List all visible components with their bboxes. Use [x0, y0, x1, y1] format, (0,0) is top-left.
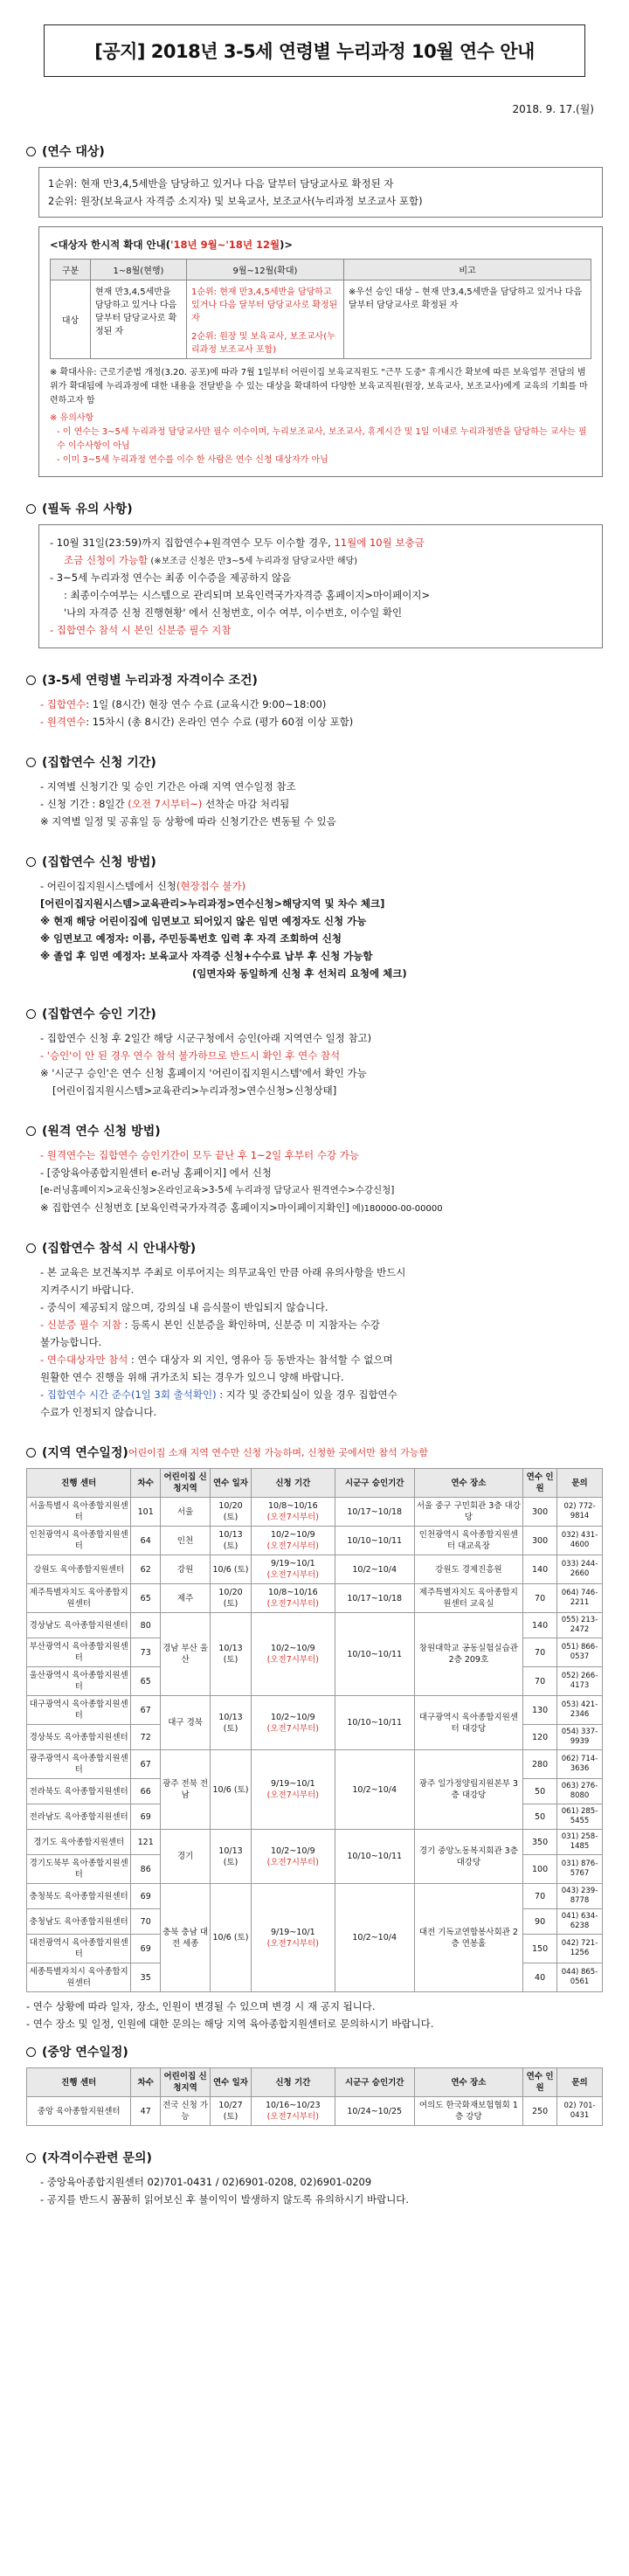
schedule-row	[27, 1750, 603, 1779]
section-notes	[26, 1239, 603, 1421]
must-read-1-red-cont: 조금 신청이 가능함	[64, 554, 149, 566]
contact-2: - 공지를 반드시 꼼꼼히 읽어보신 후 불이익이 발생하지 않도록 유의하시기 바랍니다.	[40, 2193, 410, 2206]
caution-title: ※ 유의사항	[50, 413, 94, 423]
central-approve: 10/24~10/25	[335, 2097, 414, 2126]
schedule-round: 35	[131, 1963, 161, 1992]
schedule-period-text: 10/2~10/9	[271, 1712, 315, 1722]
schedule-phone: 053) 421-2346	[557, 1696, 603, 1725]
schedule-period-text: 9/19~10/1	[271, 1779, 315, 1789]
notes-1b: 지켜주시기 바랍니다.	[40, 1284, 135, 1296]
online-4-example: 예)180000-00-00000	[349, 1204, 443, 1214]
schedule-row	[27, 1830, 603, 1855]
expansion-note: ※우선 승인 대상 – 현재 만3,4,5세반을 담당하고 있거나 다음 달부터 담당교사로 확정된 자	[344, 280, 591, 359]
schedule-people: 150	[523, 1935, 557, 1963]
schedule-round: 70	[131, 1909, 161, 1935]
schedule-people: 140	[523, 1555, 557, 1584]
central-people: 250	[523, 2097, 557, 2126]
schedule-center: 충청남도 육아종합지원센터	[27, 1909, 131, 1935]
approval-4: [어린이집지원시스템>교육관리>누리과정>연수신청>신청상태]	[52, 1084, 337, 1097]
target-priority-box	[38, 167, 603, 218]
schedule-people: 100	[523, 1855, 557, 1884]
schedule-table	[26, 1468, 603, 1992]
schedule-place: 인천광역시 육아종합지원센터 대교육장	[414, 1527, 523, 1555]
apply-period-2	[26, 795, 603, 813]
central-date: 10/27 (토)	[211, 2097, 252, 2126]
schedule-center: 전라북도 육아종합지원센터	[27, 1779, 131, 1804]
circle-bullet-icon	[26, 2153, 36, 2163]
schedule-header-cell: 문의	[557, 1469, 603, 1498]
schedule-round: 69	[131, 1804, 161, 1830]
central-table	[26, 2067, 603, 2126]
schedule-header-cell: 진행 센터	[27, 1469, 131, 1498]
schedule-round: 65	[131, 1584, 161, 1613]
schedule-phone: 055) 213-2472	[557, 1613, 603, 1638]
title-box	[44, 24, 585, 77]
schedule-period-red: (오전7시부터)	[266, 1790, 319, 1800]
schedule-approve: 10/10~10/11	[335, 1527, 414, 1555]
schedule-round: 62	[131, 1555, 161, 1584]
expansion-header-note: 비고	[344, 260, 591, 280]
schedule-center: 강원도 육아종합지원센터	[27, 1555, 131, 1584]
expansion-title-period: '18년 9월~'18년 12월	[170, 239, 280, 251]
schedule-header-row	[27, 1469, 603, 1498]
condition-offline	[26, 696, 603, 713]
schedule-phone: 052) 266-4173	[557, 1667, 603, 1696]
schedule-header-cell: 연수 일자	[211, 2068, 252, 2097]
schedule-round: 69	[131, 1935, 161, 1963]
expansion-header-current: 1~8월(현행)	[91, 260, 187, 280]
circle-bullet-icon	[26, 1009, 36, 1019]
section-heading: (집합연수 참석 시 안내사항)	[42, 1242, 197, 1256]
approval-1: - 집합연수 신청 후 2일간 해당 시군구청에서 승인(아래 지역연수 일정 참고)	[40, 1032, 372, 1044]
schedule-people: 140	[523, 1613, 557, 1638]
apply-period-2-text: - 신청 기간 : 8일간	[40, 798, 128, 810]
central-center: 중앙 육아종합지원센터	[27, 2097, 131, 2126]
schedule-date: 10/13 (토)	[211, 1696, 252, 1750]
schedule-place: 광주 일가정양립지원본부 3층 대강당	[414, 1750, 523, 1830]
schedule-round: 64	[131, 1527, 161, 1555]
schedule-center: 울산광역시 육아종합지원센터	[27, 1667, 131, 1696]
schedule-period	[251, 1884, 335, 1992]
schedule-period-red: (오전7시부터)	[266, 1723, 319, 1734]
apply-method-1-red: (현장접수 불가)	[176, 880, 246, 892]
schedule-region: 광주 전북 전남	[161, 1750, 211, 1830]
schedule-phone: 031) 876-5767	[557, 1855, 603, 1884]
notes-4-red: - 연수대상자만 참석	[40, 1354, 128, 1366]
schedule-period	[251, 1527, 335, 1555]
schedule-header-cell: 시군구 승인기간	[335, 1469, 414, 1498]
section-apply-method	[26, 853, 603, 982]
schedule-center: 인천광역시 육아종합지원센터	[27, 1527, 131, 1555]
schedule-people: 40	[523, 1963, 557, 1992]
schedule-round: 66	[131, 1779, 161, 1804]
schedule-header-cell: 시군구 승인기간	[335, 2068, 414, 2097]
circle-bullet-icon	[26, 2047, 36, 2057]
section-heading: (3-5세 연령별 누리과정 자격이수 조건)	[42, 674, 258, 688]
section-heading: (집합연수 신청 방법)	[42, 855, 156, 869]
apply-period-3: ※ 지역별 일정 및 공휴일 등 상황에 따라 신청기간은 변동될 수 있음	[40, 815, 336, 828]
schedule-phone: 061) 285-5455	[557, 1804, 603, 1830]
schedule-date: 10/13 (토)	[211, 1613, 252, 1696]
schedule-people: 50	[523, 1779, 557, 1804]
schedule-period-red: (오전7시부터)	[266, 1513, 319, 1522]
schedule-people: 120	[523, 1725, 557, 1750]
must-read-3: : 최종이수여부는 시스템으로 관리되며 보육인력국가자격증 홈페이지>마이페이지>	[64, 589, 431, 601]
schedule-place: 제주특별자치도 육아종합지원센터 교육실	[414, 1584, 523, 1613]
schedule-header-cell: 연수 장소	[414, 1469, 523, 1498]
schedule-people: 50	[523, 1804, 557, 1830]
schedule-header-cell: 연수 장소	[414, 2068, 523, 2097]
schedule-center: 경기도 육아종합지원센터	[27, 1830, 131, 1855]
schedule-people: 70	[523, 1667, 557, 1696]
schedule-round: 101	[131, 1498, 161, 1527]
expansion-title	[50, 236, 591, 253]
apply-period-2-tail: 선착순 마감 처리됨	[202, 798, 290, 810]
online-4	[26, 1199, 603, 1216]
must-read-1-red: 11월에 10월 보충금	[334, 537, 425, 549]
schedule-people: 280	[523, 1750, 557, 1779]
schedule-date: 10/6 (토)	[211, 1884, 252, 1992]
schedule-row	[27, 1527, 603, 1555]
schedule-approve: 10/2~10/4	[335, 1750, 414, 1830]
schedule-region: 충북 충남 대전 세종	[161, 1884, 211, 1992]
apply-method-note-3: ※ 졸업 후 임면 예정자: 보육교사 자격증 신청+수수료 납부 후 신청 가능함	[40, 950, 373, 962]
must-read-1	[50, 534, 591, 551]
schedule-period	[251, 1830, 335, 1884]
schedule-people: 70	[523, 1884, 557, 1909]
schedule-center: 부산광역시 육아종합지원센터	[27, 1638, 131, 1667]
schedule-region: 강원	[161, 1555, 211, 1584]
priority-2: 2순위: 원장(보육교사 자격증 소지자) 및 보육교사, 보조교사(누리과정 보조교사 포함)	[48, 195, 423, 207]
apply-method-note-2: ※ 임면보고 예정자: 이름, 주민등록번호 입력 후 자격 조회하여 신청	[40, 932, 342, 945]
schedule-date: 10/6 (토)	[211, 1750, 252, 1830]
central-round: 47	[131, 2097, 161, 2126]
circle-bullet-icon	[26, 675, 36, 685]
schedule-place: 서울 중구 구민회관 3층 대강당	[414, 1498, 523, 1527]
central-period	[251, 2097, 335, 2126]
schedule-date: 10/6 (토)	[211, 1555, 252, 1584]
schedule-round: 65	[131, 1667, 161, 1696]
condition-offline-label: - 집합연수	[40, 698, 86, 710]
section-approval	[26, 1005, 603, 1099]
section-online	[26, 1122, 603, 1216]
schedule-phone: 042) 721-1256	[557, 1935, 603, 1963]
schedule-center: 서울특별시 육아종합지원센터	[27, 1498, 131, 1527]
schedule-center: 경상남도 육아종합지원센터	[27, 1613, 131, 1638]
schedule-place: 대전 기독교연합봉사회관 2층 연봉홀	[414, 1884, 523, 1992]
schedule-date: 10/13 (토)	[211, 1830, 252, 1884]
schedule-region: 경기	[161, 1830, 211, 1884]
schedule-row	[27, 1555, 603, 1584]
schedule-period	[251, 1498, 335, 1527]
circle-bullet-icon	[26, 504, 36, 514]
central-period-red: (오전7시부터)	[266, 2112, 319, 2122]
circle-bullet-icon	[26, 1126, 36, 1136]
apply-method-note-4: (임면자와 동일하게 신청 후 선처리 요청에 체크)	[192, 967, 407, 980]
online-1: - 원격연수는 집합연수 승인기간이 모두 끝난 후 1~2일 후부터 수강 가능	[40, 1149, 359, 1161]
schedule-row	[27, 1584, 603, 1613]
section-heading: (자격이수관련 문의)	[42, 2151, 152, 2165]
apply-method-path: [어린이집지원시스템>교육관리>누리과정>연수신청>해당지역 및 차수 체크]	[40, 897, 385, 910]
schedule-date: 10/20 (토)	[211, 1584, 252, 1613]
schedule-period-text: 10/2~10/9	[271, 1530, 315, 1540]
online-2: - [중앙육아종합지원센터 e-러닝 홈페이지] 에서 신청	[40, 1167, 272, 1179]
schedule-period	[251, 1613, 335, 1696]
schedule-region: 인천	[161, 1527, 211, 1555]
apply-period-2-red: (오전 7시부터~)	[128, 798, 203, 810]
schedule-period	[251, 1584, 335, 1613]
section-heading: (집합연수 신청 기간)	[42, 756, 156, 770]
must-read-4: '나의 자격증 신청 진행현황' 에서 신청번호, 이수 여부, 이수번호, 이수일 확인	[64, 606, 403, 619]
schedule-center: 대전광역시 육아종합지원센터	[27, 1935, 131, 1963]
expansion-header-type: 구분	[51, 260, 91, 280]
schedule-region: 경남 부산 울산	[161, 1613, 211, 1696]
schedule-people: 350	[523, 1830, 557, 1855]
section-heading: (집합연수 승인 기간)	[42, 1008, 156, 1021]
schedule-phone: 051) 866-0537	[557, 1638, 603, 1667]
expansion-reason: ※ 확대사유: 근로기준법 개정(3.20. 공포)에 따라 7월 1일부터 어린이집 보육교직원도 "근무 도중" 휴게시간 확보에 따른 보육업무 전담의 범위가 확대됨에 누리과정에 대한 내용을 전달받을 수 있는 대상을 확대하여 다양한 보육교직원(원장, 보육교사, 보조교사)에게 교육의 기회를 마련하고자 함	[50, 368, 588, 405]
approval-2: - '승인'이 안 된 경우 연수 참석 불가하므로 반드시 확인 후 연수 참석	[40, 1049, 341, 1062]
schedule-period-text: 10/8~10/16	[267, 1588, 318, 1597]
must-read-1-text: - 10월 31일(23:59)까지 집합연수+원격연수 모두 이수할 경우,	[50, 537, 335, 549]
notes-1: - 본 교육은 보건복지부 주최로 이루어지는 의무교육인 만큼 아래 유의사항을 반드시	[40, 1266, 406, 1278]
notes-5	[26, 1386, 603, 1403]
schedule-period-text: 9/19~10/1	[271, 1559, 315, 1568]
schedule-footnote-1: - 연수 상황에 따라 일자, 장소, 인원이 변경될 수 있으며 변경 시 재 공지 됩니다.	[26, 2000, 376, 2012]
schedule-approve: 10/10~10/11	[335, 1613, 414, 1696]
schedule-region: 제주	[161, 1584, 211, 1613]
schedule-header-cell: 신청 기간	[251, 2068, 335, 2097]
expansion-title-suffix: )>	[280, 239, 294, 251]
online-3: [e-러닝홈페이지>교육신청>온라인교육>3-5세 누리과정 담당교사 원격연수>수강신청]	[40, 1185, 395, 1195]
schedule-period-red: (오전7시부터)	[266, 1570, 319, 1580]
schedule-round: 69	[131, 1884, 161, 1909]
schedule-row	[27, 1884, 603, 1909]
schedule-header-cell: 차수	[131, 2068, 161, 2097]
schedule-phone: 064) 746-2211	[557, 1584, 603, 1613]
schedule-phone: 041) 634-6238	[557, 1909, 603, 1935]
schedule-header-cell: 연수 일자	[211, 1469, 252, 1498]
schedule-header-cell: 문의	[557, 2068, 603, 2097]
page-title: [공지] 2018년 3-5세 연령별 누리과정 10월 연수 안내	[94, 41, 535, 62]
schedule-approve: 10/2~10/4	[335, 1555, 414, 1584]
must-read-1b	[50, 551, 591, 569]
contact-1: - 중앙육아종합지원센터 02)701-0431 / 02)6901-0208, 02)6901-0209	[40, 2176, 372, 2188]
schedule-center: 대구광역시 육아종합지원센터	[27, 1696, 131, 1725]
notes-4	[26, 1351, 603, 1368]
section-central	[26, 2043, 603, 2126]
notes-4c: 원활한 연수 진행을 위해 귀가조치 되는 경우가 있으니 양해 바랍니다.	[40, 1371, 344, 1383]
notes-5-text: : 지각 및 중간퇴실이 있을 경우 집합연수	[216, 1388, 397, 1401]
schedule-date: 10/13 (토)	[211, 1527, 252, 1555]
schedule-header-cell: 차수	[131, 1469, 161, 1498]
section-must-read	[26, 500, 603, 648]
must-read-2: - 3~5세 누리과정 연수는 최종 이수증을 제공하지 않음	[50, 571, 292, 584]
schedule-header-cell: 어린이집 신청지역	[161, 2068, 211, 2097]
schedule-row	[27, 1696, 603, 1725]
schedule-people: 70	[523, 1638, 557, 1667]
central-region: 전국 신청 가능	[161, 2097, 211, 2126]
central-header-row	[27, 2068, 603, 2097]
notes-3c: 불가능합니다.	[40, 1336, 102, 1348]
schedule-period-text: 10/2~10/9	[271, 1644, 315, 1653]
schedule-center: 경기도북부 육아종합지원센터	[27, 1855, 131, 1884]
schedule-header-cell: 연수 인원	[523, 1469, 557, 1498]
notes-3	[26, 1316, 603, 1333]
caution-item-2: - 이미 3~5세 누리과정 연수를 이수 한 사람은 연수 신청 대상자가 아님	[57, 455, 328, 465]
schedule-people: 300	[523, 1527, 557, 1555]
section-contact	[26, 2149, 603, 2208]
schedule-people: 70	[523, 1584, 557, 1613]
schedule-period-red: (오전7시부터)	[266, 1541, 319, 1551]
priority-1: 1순위: 현재 만3,4,5세반을 담당하고 있거나 다음 달부터 담당교사로 확정된 자	[48, 177, 394, 190]
schedule-people: 130	[523, 1696, 557, 1725]
apply-method-note-1: ※ 현재 해당 어린이집에 임면보고 되어있지 않은 임면 예정자도 신청 가능	[40, 915, 367, 927]
schedule-row	[27, 1498, 603, 1527]
schedule-period-red: (오전7시부터)	[266, 1938, 319, 1949]
schedule-header-cell: 신청 기간	[251, 1469, 335, 1498]
expansion-title-prefix: <대상자 한시적 확대 안내(	[50, 239, 170, 251]
condition-online	[26, 713, 603, 731]
schedule-body	[27, 1498, 603, 1992]
apply-method-1-text: - 어린이집지원시스템에서 신청	[40, 880, 176, 892]
schedule-period-text: 10/8~10/16	[267, 1501, 318, 1511]
expansion-expanded	[187, 280, 344, 359]
schedule-approve: 10/10~10/11	[335, 1830, 414, 1884]
section-schedule	[26, 1444, 603, 2032]
section-heading: (연수 대상)	[42, 145, 105, 159]
notes-5c: 수료가 인정되지 않습니다.	[40, 1406, 157, 1418]
schedule-center: 전라남도 육아종합지원센터	[27, 1804, 131, 1830]
must-read-5: - 집합연수 참석 시 본인 신분증 필수 지참	[50, 624, 232, 636]
schedule-period-red: (오전7시부터)	[266, 1599, 319, 1609]
schedule-approve: 10/17~10/18	[335, 1584, 414, 1613]
must-read-1-note: (※보조금 신청은 만3~5세 누리과정 담당교사만 해당)	[148, 557, 358, 566]
schedule-round: 73	[131, 1638, 161, 1667]
central-phone: 02) 701-0431	[557, 2097, 603, 2126]
schedule-period-red: (오전7시부터)	[266, 1857, 319, 1867]
section-heading: (지역 연수일정)	[42, 1446, 128, 1460]
expansion-priority-1: 1순위: 현재 만3,4,5세반을 담당하고 있거나 다음 달부터 담당교사로 확정된 자	[191, 287, 338, 323]
schedule-phone: 062) 714-3636	[557, 1750, 603, 1779]
expansion-row-label: 대상	[51, 280, 91, 359]
schedule-place: 경기 중앙노동복지회관 3층 대강당	[414, 1830, 523, 1884]
circle-bullet-icon	[26, 758, 36, 767]
schedule-phone: 043) 239-8778	[557, 1884, 603, 1909]
schedule-phone: 033) 244-2660	[557, 1555, 603, 1584]
online-4-text: ※ 집합연수 신청번호 [보육인력국가자격증 홈페이지>마이페이지확인]	[40, 1201, 349, 1214]
schedule-region: 서울	[161, 1498, 211, 1527]
expansion-header-expand: 9월~12월(확대)	[187, 260, 344, 280]
circle-bullet-icon	[26, 857, 36, 867]
notes-2: - 중식이 제공되지 않으며, 강의실 내 음식물이 반입되지 않습니다.	[40, 1301, 328, 1313]
circle-bullet-icon	[26, 1448, 36, 1458]
schedule-center: 경상북도 육아종합지원센터	[27, 1725, 131, 1750]
schedule-place: 대구광역시 육아종합지원센터 대강당	[414, 1696, 523, 1750]
section-heading: (필독 유의 사항)	[42, 502, 133, 516]
must-read-box	[38, 524, 603, 648]
section-heading: (원격 연수 신청 방법)	[42, 1125, 161, 1139]
schedule-period	[251, 1555, 335, 1584]
notes-3-red: - 신분증 필수 지참	[40, 1319, 121, 1331]
schedule-phone: 063) 276-8080	[557, 1779, 603, 1804]
schedule-round: 86	[131, 1855, 161, 1884]
schedule-header-cell: 연수 인원	[523, 2068, 557, 2097]
schedule-phone: 02) 772-9814	[557, 1498, 603, 1527]
schedule-period	[251, 1750, 335, 1830]
schedule-round: 80	[131, 1613, 161, 1638]
schedule-round: 72	[131, 1725, 161, 1750]
schedule-center: 제주특별자치도 육아종합지원센터	[27, 1584, 131, 1613]
schedule-header-cell: 진행 센터	[27, 2068, 131, 2097]
condition-offline-text: : 1일 (8시간) 현장 연수 수료 (교육시간 9:00~18:00)	[86, 698, 327, 710]
schedule-center: 충청북도 육아종합지원센터	[27, 1884, 131, 1909]
schedule-phone: 044) 865-0561	[557, 1963, 603, 1992]
condition-online-text: : 15차시 (총 8시간) 온라인 연수 수료 (평가 60점 이상 포함)	[86, 716, 354, 728]
notes-5-blue: - 집합연수 시간 준수(1일 3회 출석확인)	[40, 1388, 217, 1401]
notes-3-text: : 등록시 본인 신분증을 확인하며, 신분증 미 지참자는 수강	[121, 1319, 380, 1331]
central-row	[27, 2097, 603, 2126]
schedule-people: 300	[523, 1498, 557, 1527]
schedule-period	[251, 1696, 335, 1750]
central-place: 여의도 한국화재보험협회 1층 강당	[414, 2097, 523, 2126]
schedule-place: 강원도 경제진흥원	[414, 1555, 523, 1584]
schedule-row	[27, 1613, 603, 1638]
caution-item-1: - 이 연수는 3~5세 누리과정 담당교사만 필수 이수이며, 누리보조교사, 보조교사, 휴게시간 및 1일 이내로 누리과정반을 담당하는 교사는 필수 이수사항이 아님	[57, 427, 587, 451]
circle-bullet-icon	[26, 1243, 36, 1253]
section-target	[26, 142, 603, 477]
expansion-table	[50, 259, 591, 359]
schedule-approve: 10/10~10/11	[335, 1696, 414, 1750]
schedule-round: 121	[131, 1830, 161, 1855]
expansion-current: 현재 만3,4,5세반을 담당하고 있거나 다음 달부터 담당교사로 확정된 자	[91, 280, 187, 359]
schedule-period-red: (오전7시부터)	[266, 1655, 319, 1665]
notes-4-text: : 연수 대상자 외 지인, 영유아 등 동반자는 참석할 수 없으며	[128, 1354, 393, 1366]
section-conditions	[26, 671, 603, 731]
schedule-footnote-2: - 연수 장소 및 일정, 인원에 대한 문의는 해당 지역 육아종합지원센터로 문의하시기 바랍니다.	[26, 2018, 434, 2030]
expansion-notice-box	[38, 226, 603, 477]
schedule-center: 세종특별자치시 육아종합지원센터	[27, 1963, 131, 1992]
schedule-period-text: 10/2~10/9	[271, 1845, 315, 1856]
schedule-phone: 032) 431-4600	[557, 1527, 603, 1555]
schedule-phone: 031) 258-1485	[557, 1830, 603, 1855]
expansion-priority-2: 2순위: 원장 및 보육교사, 보조교사(누리과정 보조교사 포함)	[191, 332, 335, 355]
schedule-approve: 10/2~10/4	[335, 1884, 414, 1992]
approval-3: ※ '시군구 승인'은 연수 신청 홈페이지 '어린이집지원시스템'에서 확인 가능	[40, 1067, 367, 1079]
central-period-text: 10/16~10/23	[265, 2101, 321, 2110]
schedule-date: 10/20 (토)	[211, 1498, 252, 1527]
schedule-header-cell: 어린이집 신청지역	[161, 1469, 211, 1498]
schedule-approve: 10/17~10/18	[335, 1498, 414, 1527]
section-heading: (중앙 연수일정)	[42, 2046, 128, 2060]
schedule-people: 90	[523, 1909, 557, 1935]
schedule-place: 창원대학교 공동실험실습관 2층 209호	[414, 1613, 523, 1696]
schedule-phone: 054) 337-9939	[557, 1725, 603, 1750]
circle-bullet-icon	[26, 147, 36, 156]
notice-date: 2018. 9. 17.(월)	[512, 103, 594, 115]
section-apply-period	[26, 753, 603, 830]
apply-period-1: - 지역별 신청기간 및 승인 기간은 아래 지역 연수일정 참조	[40, 780, 296, 793]
schedule-region: 대구 경북	[161, 1696, 211, 1750]
schedule-period-text: 9/19~10/1	[271, 1927, 315, 1937]
schedule-heading-note: 어린이집 소재 지역 연수만 신청 가능하며, 신청한 곳에서만 참석 가능함	[128, 1447, 428, 1458]
schedule-round: 67	[131, 1696, 161, 1725]
schedule-round: 67	[131, 1750, 161, 1779]
condition-online-label: - 원격연수	[40, 716, 86, 728]
schedule-center: 광주광역시 육아종합지원센터	[27, 1750, 131, 1779]
apply-method-1	[26, 877, 603, 895]
